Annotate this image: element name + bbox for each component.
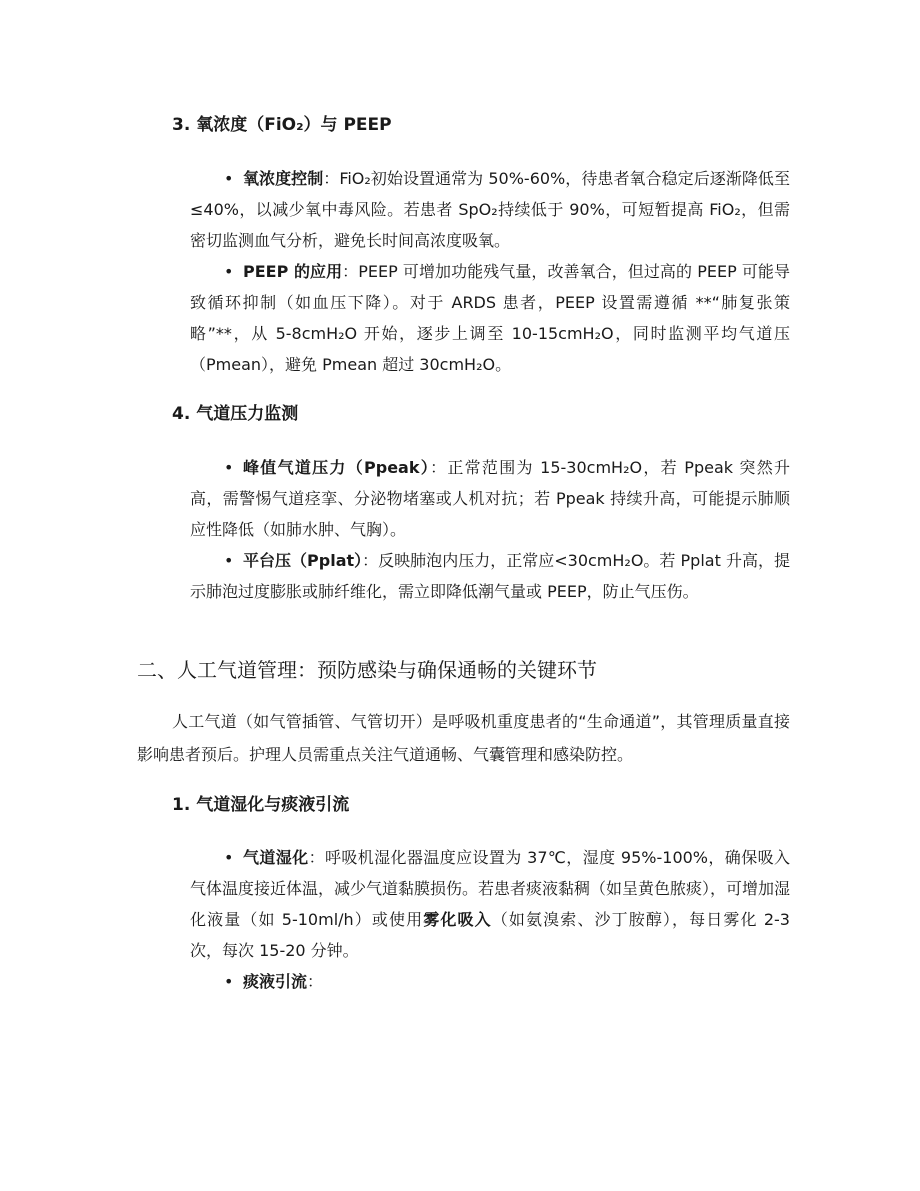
item-label: 氧浓度控制	[243, 169, 324, 188]
item-text: ：	[307, 972, 324, 991]
bullet-icon: •	[224, 551, 234, 570]
bullet-icon: •	[224, 848, 234, 867]
list-item-humidification	[190, 842, 790, 966]
item-label: 平台压（Pplat）	[243, 551, 363, 570]
item-text: ：正常范围为 15-30cmH₂O，若 Ppeak 突然升高，需警惕气道痉挛、分泌物堵塞或人机对抗；若 Ppeak 持续升高，可能提示肺顺应性降低（如肺水肿、气胸）。	[190, 458, 790, 539]
list-item-peep-application	[190, 256, 790, 380]
item-text-continued: （如氨溴索、沙丁胺醇），每日雾化 2-3 次，每次 15-20 分钟。	[190, 910, 790, 960]
item-text: ：PEEP 可增加功能残气量，改善氧合，但过高的 PEEP 可能导致循环抑制（如血压下降）。对于 ARDS 患者，PEEP 设置需遵循 **“肺复张策略”**，从 5-8cmH₂O 开始，逐步上调至 10-15cmH₂O，同时监测平均气道压（Pmean），避免 Pmean 超过 30cmH₂O。	[190, 262, 790, 374]
bullet-icon: •	[224, 262, 234, 281]
chapter-intro-paragraph: 人工气道（如气管插管、气管切开）是呼吸机重度患者的“生命通道”，其管理质量直接影响患者预后。护理人员需重点关注气道通畅、气囊管理和感染防控。	[137, 712, 790, 764]
item-text: ：反映肺泡内压力，正常应<30cmH₂O。若 Pplat 升高，提示肺泡过度膨胀或肺纤维化，需立即降低潮气量或 PEEP，防止气压伤。	[190, 551, 790, 601]
section-heading-humidification: 1. 气道湿化与痰液引流	[172, 795, 350, 815]
item-bold-term: 雾化吸入	[423, 910, 492, 929]
bullet-icon: •	[224, 169, 234, 188]
list-item-fio2-control	[190, 163, 790, 256]
section-heading-airway-pressure: 4. 气道压力监测	[172, 404, 299, 424]
item-label: 痰液引流	[243, 972, 308, 991]
item-text: ：FiO₂初始设置通常为 50%-60%，待患者氧合稳定后逐渐降低至≤40%，以减少氧中毒风险。若患者 SpO₂持续低于 90%，可短暂提高 FiO₂，但需密切监测血气分析，避免长时间高浓度吸氧。	[190, 169, 790, 250]
bullet-icon: •	[224, 458, 234, 477]
chapter-heading-artificial-airway: 二、人工气道管理：预防感染与确保通畅的关键环节	[137, 658, 597, 682]
item-label: 峰值气道压力（Ppeak）	[243, 458, 431, 477]
list-item-ppeak	[190, 452, 790, 545]
list-item-pplat	[190, 545, 790, 607]
item-label: PEEP 的应用	[243, 262, 343, 281]
item-label: 气道湿化	[243, 848, 309, 867]
list-item-sputum-drainage	[190, 966, 790, 997]
item-text: ：呼吸机湿化器温度应设置为 37℃，湿度 95%-100%，确保吸入气体温度接近体温，减少气道黏膜损伤。若患者痰液黏稠（如呈黄色脓痰），可增加湿化液量（如 5-10ml/h）或使用	[190, 848, 791, 929]
section-heading-fio2-peep: 3. 氧浓度（FiO₂）与 PEEP	[172, 115, 392, 135]
bullet-icon: •	[224, 972, 234, 991]
